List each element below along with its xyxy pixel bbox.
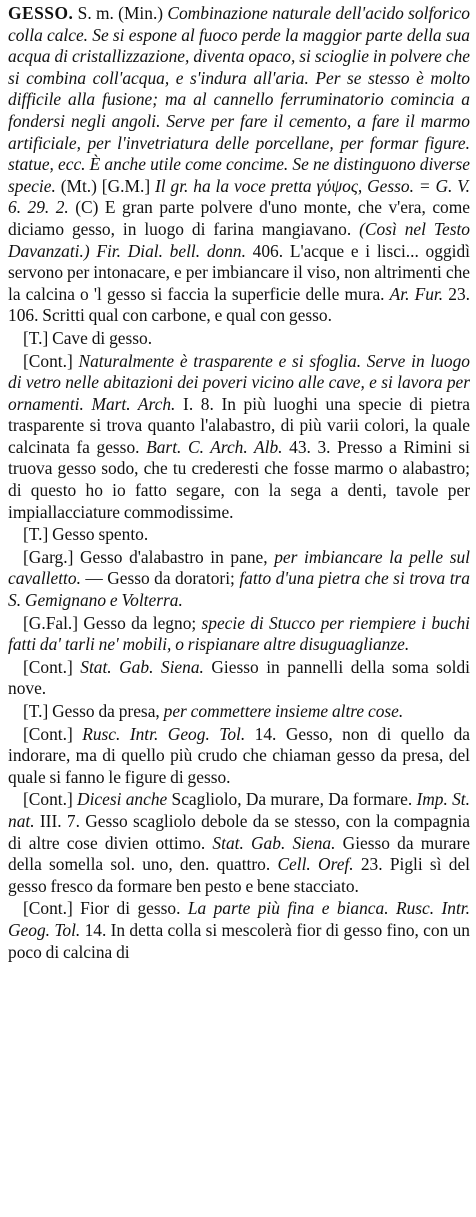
subentry-text: Gesso da legno;: [78, 612, 202, 633]
subentry-source-tag: [T.]: [23, 701, 49, 721]
citation-source: Ar. Fur.: [389, 283, 444, 304]
subentry-text: — Gesso da doratori;: [80, 568, 240, 589]
subentry-italic-text: Naturalmente è trasparente e si sfoglia. Serve in luogo di vetro nelle abitazioni dei poveri vicino alle cave, e si lavora per ornamenti. Mart. Arch.: [8, 350, 470, 414]
subentry-italic-text: fatto d'una pietra che si trova tra S. Gemignano e Volterra.: [8, 568, 470, 611]
subentry-paragraph: [8, 328, 470, 350]
subentry-italic-text: per commettere insieme altre cose.: [163, 701, 404, 721]
subentry-source-tag: [Garg.]: [23, 546, 74, 567]
subentry-text: Cave di gesso.: [48, 327, 153, 348]
headword: GESSO.: [8, 3, 74, 23]
subentry-list: [8, 328, 470, 963]
citation-text: (C) E gran parte polvere d'uno monte, che v'era, come diciamo gesso, in luogo di farina mangiavano.: [8, 197, 470, 239]
subentry-italic-text: Bart. C. Arch. Alb.: [146, 436, 283, 457]
citation-continued: 406. L'acque e i lisci... oggidì servono per intonacare, e per imbiancare il viso, non altrimenti che la calcina o 'l gesso si faccia la superficie delle mura.: [8, 240, 470, 304]
etymology-text: Il gr. ha la voce pretta γύψος, Gesso. = G. V. 6. 29. 2.: [8, 175, 470, 218]
subentry-paragraph: [8, 547, 470, 612]
subentry-text: 14. Gesso, non di quello da indorare, ma di quello più crudo che chiaman gesso da presa, del quale si fanno le figure di gesso.: [8, 723, 470, 787]
subentry-paragraph: [8, 351, 470, 524]
subentry-text: Giesso da murare della somella sol. uno, den. quattro.: [8, 832, 470, 875]
citation-note: (Così nel Testo Davanzati.) Fir. Dial. bell. donn.: [8, 218, 470, 261]
subentry-italic-text: La parte più fina e bianca. Rusc. Intr. Geog. Tol.: [8, 898, 470, 940]
subentry-italic-text: per imbiancare la pelle sul cavalletto.: [8, 546, 470, 589]
subentry-italic-text: Cell. Oref.: [277, 854, 354, 875]
subentry-text: Gesso d'alabastro in pane,: [73, 546, 275, 567]
subentry-text: Giesso in pannelli della soma soldi nove.: [8, 656, 470, 699]
subentry-source-tag: [Cont.]: [23, 656, 73, 677]
subentry-source-tag: [Cont.]: [23, 350, 73, 371]
subentry-paragraph: [8, 724, 470, 789]
subentry-text: Gesso spento.: [48, 524, 149, 545]
reference-label: (Mt.) [G.M.]: [55, 175, 155, 196]
subentry-paragraph: [8, 701, 470, 723]
subentry-italic-text: Dicesi anche: [72, 789, 168, 810]
subentry-text: Gesso da presa,: [48, 701, 164, 721]
subentry-text: 23. Pigli sì del gesso fresco da formare ben pesto e bene stacciato.: [8, 854, 470, 896]
subentry-text: Scagliolo, Da murare, Da formare.: [167, 789, 417, 810]
subentry-italic-text: Stat. Gab. Siena.: [212, 832, 336, 853]
subentry-source-tag: [T.]: [23, 327, 49, 348]
entry-main-paragraph: [8, 3, 470, 327]
subentry-text: I. 8. In più luoghi una specie di pietra trasparente si trova quanto l'alabastro, di più varii colori, la quale calcinata fa gesso.: [8, 393, 470, 457]
subentry-paragraph: [8, 613, 470, 656]
subentry-text: 43. 3. Presso a Rimini si truova gesso sodo, che tu crederesti che fosse marmo o alabastro; di questo ho io fatto segare, con la sega a denti, tavole per impiallacciature commodissime.: [8, 436, 470, 522]
definition-text: Combinazione naturale dell'acido solforico colla calce. Se si espone al fuoco perde la maggior parte della sua acqua di cristallizzazione, diventa opaco, si scioglie in polvere che si combina coll'acqua, e s'indura all'aria. Per se stesso è molto difficile alla fusione; ma al cannello ferruminatorio comincia a fondersi negli angoli. Serve per fare il cemento, a fare il marmo artificiale, per l'invetriatura delle porcellane, per formar figure. statue, ecc. È anche utile come concime. Se ne distinguono diverse specie.: [8, 3, 470, 196]
subentry-paragraph: [8, 898, 470, 963]
subentry-source-tag: [Cont.]: [23, 898, 73, 919]
subentry-italic-text: Rusc. Intr. Geog. Tol.: [72, 723, 246, 744]
subentry-source-tag: [Cont.]: [23, 723, 73, 744]
subentry-paragraph: [8, 789, 470, 897]
subentry-source-tag: [G.Fal.]: [23, 612, 79, 633]
subentry-text: Fior di gesso.: [72, 898, 188, 919]
subentry-text: 14. In detta colla si mescolerà fior di gesso fino, con un poco di calcina di: [8, 919, 470, 962]
subentry-source-tag: [T.]: [23, 524, 49, 545]
citation-end: 23. 106. Scritti qual con carbone, e qual con gesso.: [8, 283, 470, 326]
subentry-italic-text: specie di Stucco per riempiere i buchi fatti da' tarli ne' mobili, o rispianare altre disuguaglianze.: [8, 612, 470, 655]
subentry-paragraph: [8, 657, 470, 700]
subentry-source-tag: [Cont.]: [23, 789, 73, 810]
subentry-italic-text: Imp. St. nat.: [8, 789, 470, 831]
subentry-paragraph: [8, 524, 470, 546]
grammar-label: S. m. (Min.): [73, 3, 168, 23]
subentry-italic-text: Stat. Gab. Siena.: [72, 656, 204, 677]
subentry-text: III. 7. Gesso scagliolo debole da se stesso, con la compagnia di altre cose divien ottimo.: [8, 810, 470, 853]
